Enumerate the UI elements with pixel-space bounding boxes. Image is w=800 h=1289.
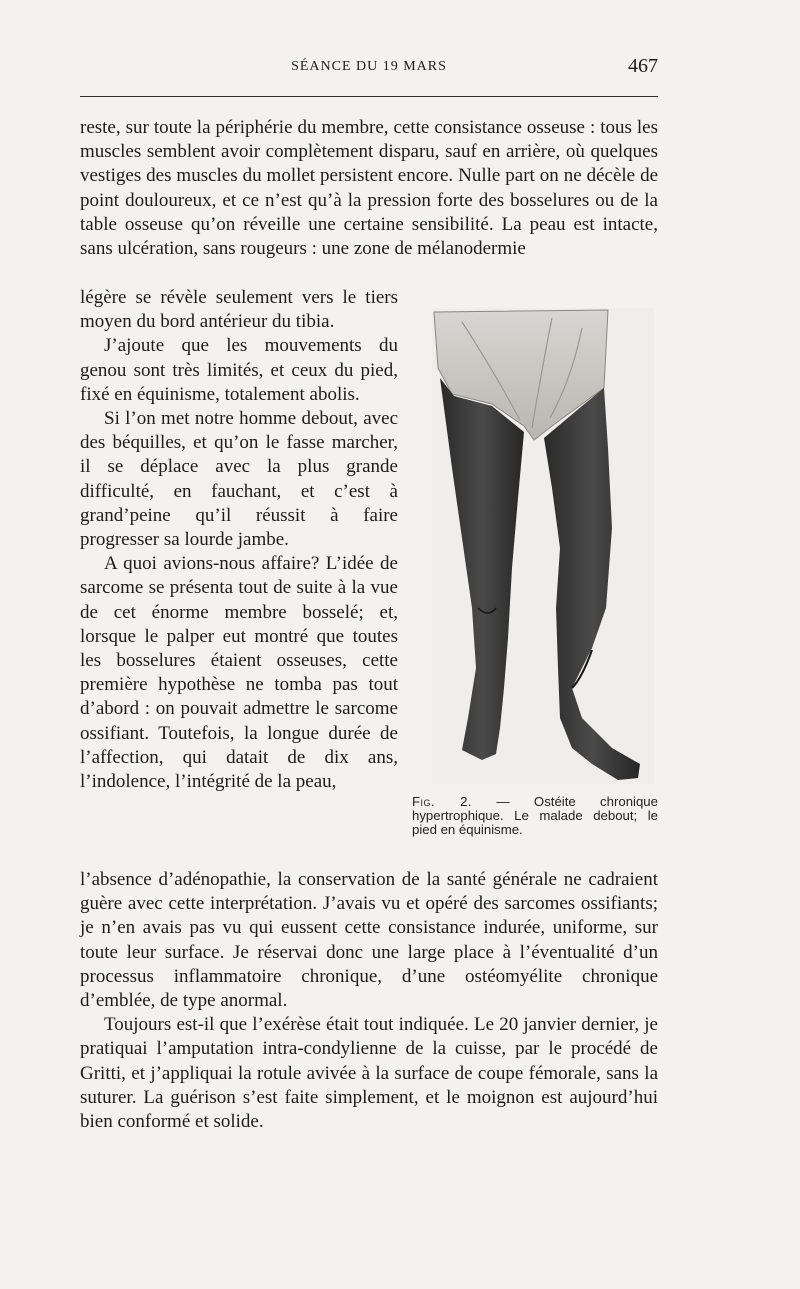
paragraph-top-continued: légère se révèle seulement vers le tiers moyen du bord antérieur du tibia. [80, 287, 398, 333]
text-block-top [80, 116, 658, 261]
paragraph-5: Toujours est-il que l’exérèse était tout indiquée. Le 20 janvier dernier, je pratiquai l’amputation intra-condylienne de la cuisse, par le procédé de Gritti, et j’appliquai la rotule avivée à la surface de coupe fémorale, sans la suturer. La guérison s’est faite simplement, et le moignon est aujourd’hui bien conformé et solide. [80, 1014, 658, 1133]
figure-caption [412, 795, 658, 837]
legs-photograph [432, 308, 654, 784]
figure-label: Fig. 2. [412, 794, 473, 809]
paragraph-4-bottom: l’absence d’adénopathie, la conservation de la santé générale ne cadraient guère avec cette interprétation. J’avais vu et opéré des sarcomes ossifiants; je n’en avais pas vu qui eussent cette consistance indurée, uniforme, sur toute leur surface. Je réservai donc une large place à l’éventualité d’un processus inflammatoire chronique, d’une ostéomyélite chronique d’emblée, de type anormal. [80, 869, 658, 1012]
text-block-bottom [80, 868, 658, 1134]
paragraph-4-left: A quoi avions-nous affaire? L’idée de sarcome se présenta tout de suite à la vue de cet énorme membre bosselé; et, lorsque le palper eut montré que toutes les bosselures étaient osseuses, cette première hypothèse ne tomba pas tout d’abord : on pouvait admettre le sarcome ossifiant. Toutefois, la longue durée de l’affection, qui datait de dix ans, l’indolence, l’intégrité de la peau, [80, 553, 398, 793]
page-number: 467 [628, 55, 658, 77]
figure-caption-text: — Ostéite chronique hypertrophique. Le malade debout; le pied en équinisme. [412, 794, 658, 837]
paragraph-2: J’ajoute que les mouvements du genou sont très limités, et ceux du pied, fixé en équinisme, totalement abolis. [80, 335, 398, 405]
running-head: SÉANCE DU 19 MARS [291, 59, 447, 74]
paragraph-top: reste, sur toute la périphérie du membre, cette consistance osseuse : tous les muscles semblent avoir complètement disparu, sauf en arrière, où quelques vestiges des muscles du mollet persistent encore. Nulle part on ne décèle de point douloureux, et ce n’est qu’à la pression forte des bosselures ou de la table osseuse qu’on réveille une certaine sensibilité. La peau est intacte, sans ulcération, sans rougeurs : une zone de mélanodermie [80, 117, 658, 260]
text-block-left-column [80, 286, 398, 794]
paragraph-3: Si l’on met notre homme debout, avec des béquilles, et qu’on le fasse marcher, il se déplace avec la plus grande difficulté, en fauchant, et c’est à grand’peine qu’il réussit à faire progresser sa lourde jambe. [80, 408, 398, 551]
page-header [80, 55, 658, 85]
header-rule [80, 96, 658, 97]
figure-photo-legs [432, 308, 654, 784]
